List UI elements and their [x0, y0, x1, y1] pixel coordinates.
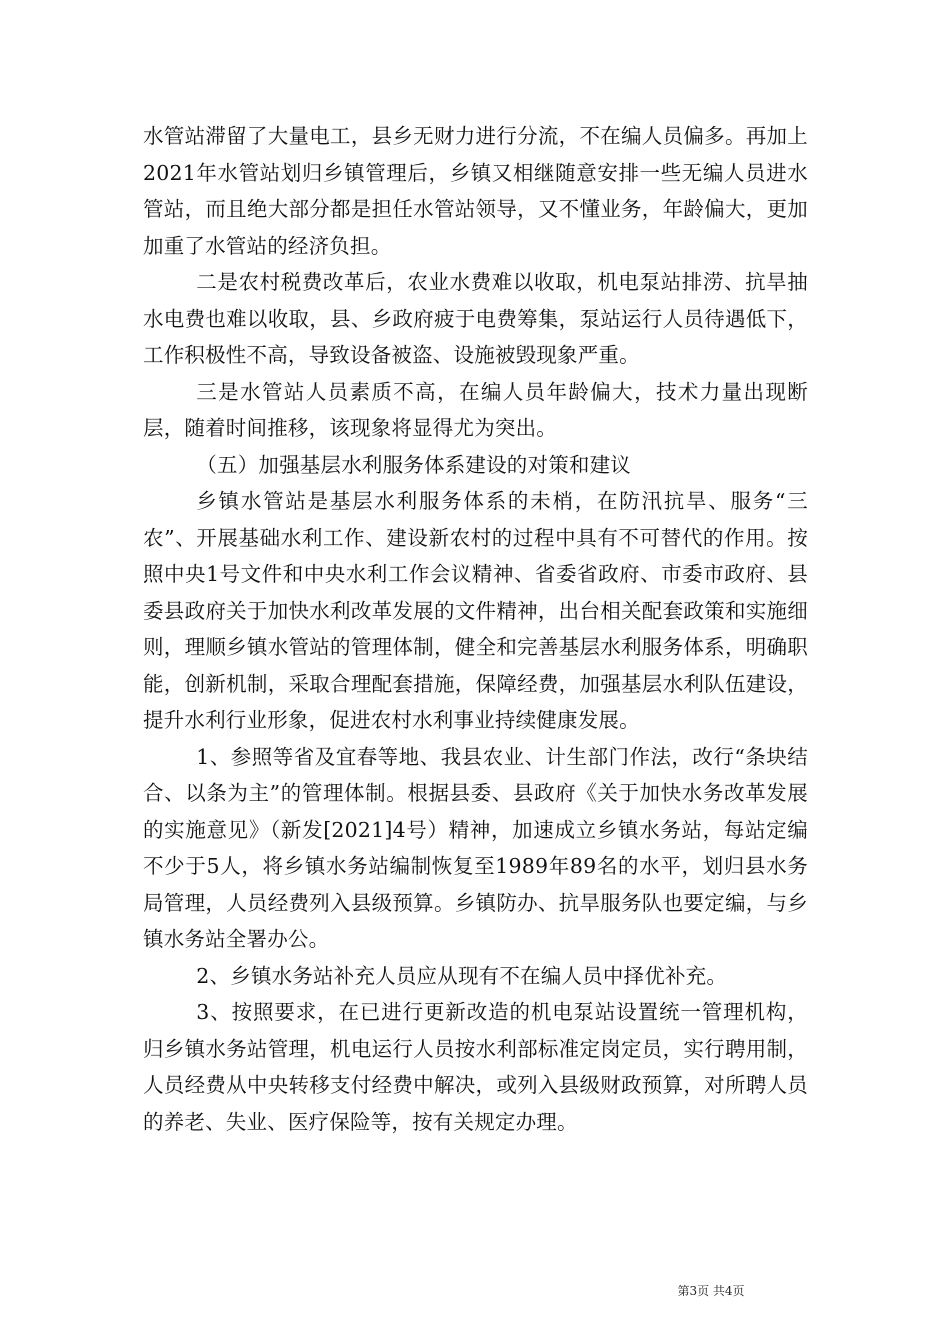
- paragraph-4: 乡镇水管站是基层水利服务体系的未梢，在防汛抗旱、服务“三农”、开展基础水利工作、建设新农村的过程中具有不可替代的作用。按照中央1号文件和中央水利工作会议精神、省委省政府、市委市政府、县委县政府关于加快水利改革发展的文件精神，出台相关配套政策和实施细则，理顺乡镇水管站的管理体制，健全和完善基层水利服务体系，明确职能，创新机制，采取合理配套措施，保障经费，加强基层水利队伍建设，提升水利行业形象，促进农村水利事业持续健康发展。: [143, 489, 808, 732]
- paragraph-2: 二是农村税费改革后，农业水费难以收取，机电泵站排涝、抗旱抽水电费也难以收取，县、乡政府疲于电费筹集，泵站运行人员待遇低下，工作积极性不高，导致设备被盗、设施被毁现象严重。: [143, 270, 808, 367]
- section-heading: （五）加强基层水利服务体系建设的对策和建议: [196, 452, 631, 477]
- page-number: 第3页 共4页: [677, 1284, 745, 1298]
- paragraph-item-1: 1、参照等省及宜春等地、我县农业、计生部门作法，改行“条块结合、以条为主”的管理体制。根据县委、县政府《关于加快水务改革发展的实施意见》（新发[2021]4号）精神，加速成立乡镇水务站，每站定编不少于5人，将乡镇水务站编制恢复至1989年89名的水平，划归县水务局管理，人员经费列入县级预算。乡镇防办、抗旱服务队也要定编，与乡镇水务站全署办公。: [143, 744, 808, 951]
- paragraph-item-2: 2、乡镇水务站补充人员应从现有不在编人员中择优补充。: [196, 963, 728, 988]
- document-body: [143, 118, 808, 1140]
- paragraph-1: 水管站滞留了大量电工，县乡无财力进行分流，不在编人员偏多。再加上2021年水管站划归乡镇管理后，乡镇又相继随意安排一些无编人员进水管站，而且绝大部分都是担任水管站领导，又不懂业务，年龄偏大，更加加重了水管站的经济负担。: [143, 124, 808, 258]
- paragraph-item-3: 3、按照要求，在已进行更新改造的机电泵站设置统一管理机构，归乡镇水务站管理，机电运行人员按水利部标准定岗定员，实行聘用制，人员经费从中央转移支付经费中解决，或列入县级财政预算，对所聘人员的养老、失业、医疗保险等，按有关规定办理。: [143, 1000, 808, 1134]
- page-footer: [0, 1283, 950, 1299]
- paragraph-3: 三是水管站人员素质不高，在编人员年龄偏大，技术力量出现断层，随着时间推移，该现象将显得尤为突出。: [143, 379, 808, 440]
